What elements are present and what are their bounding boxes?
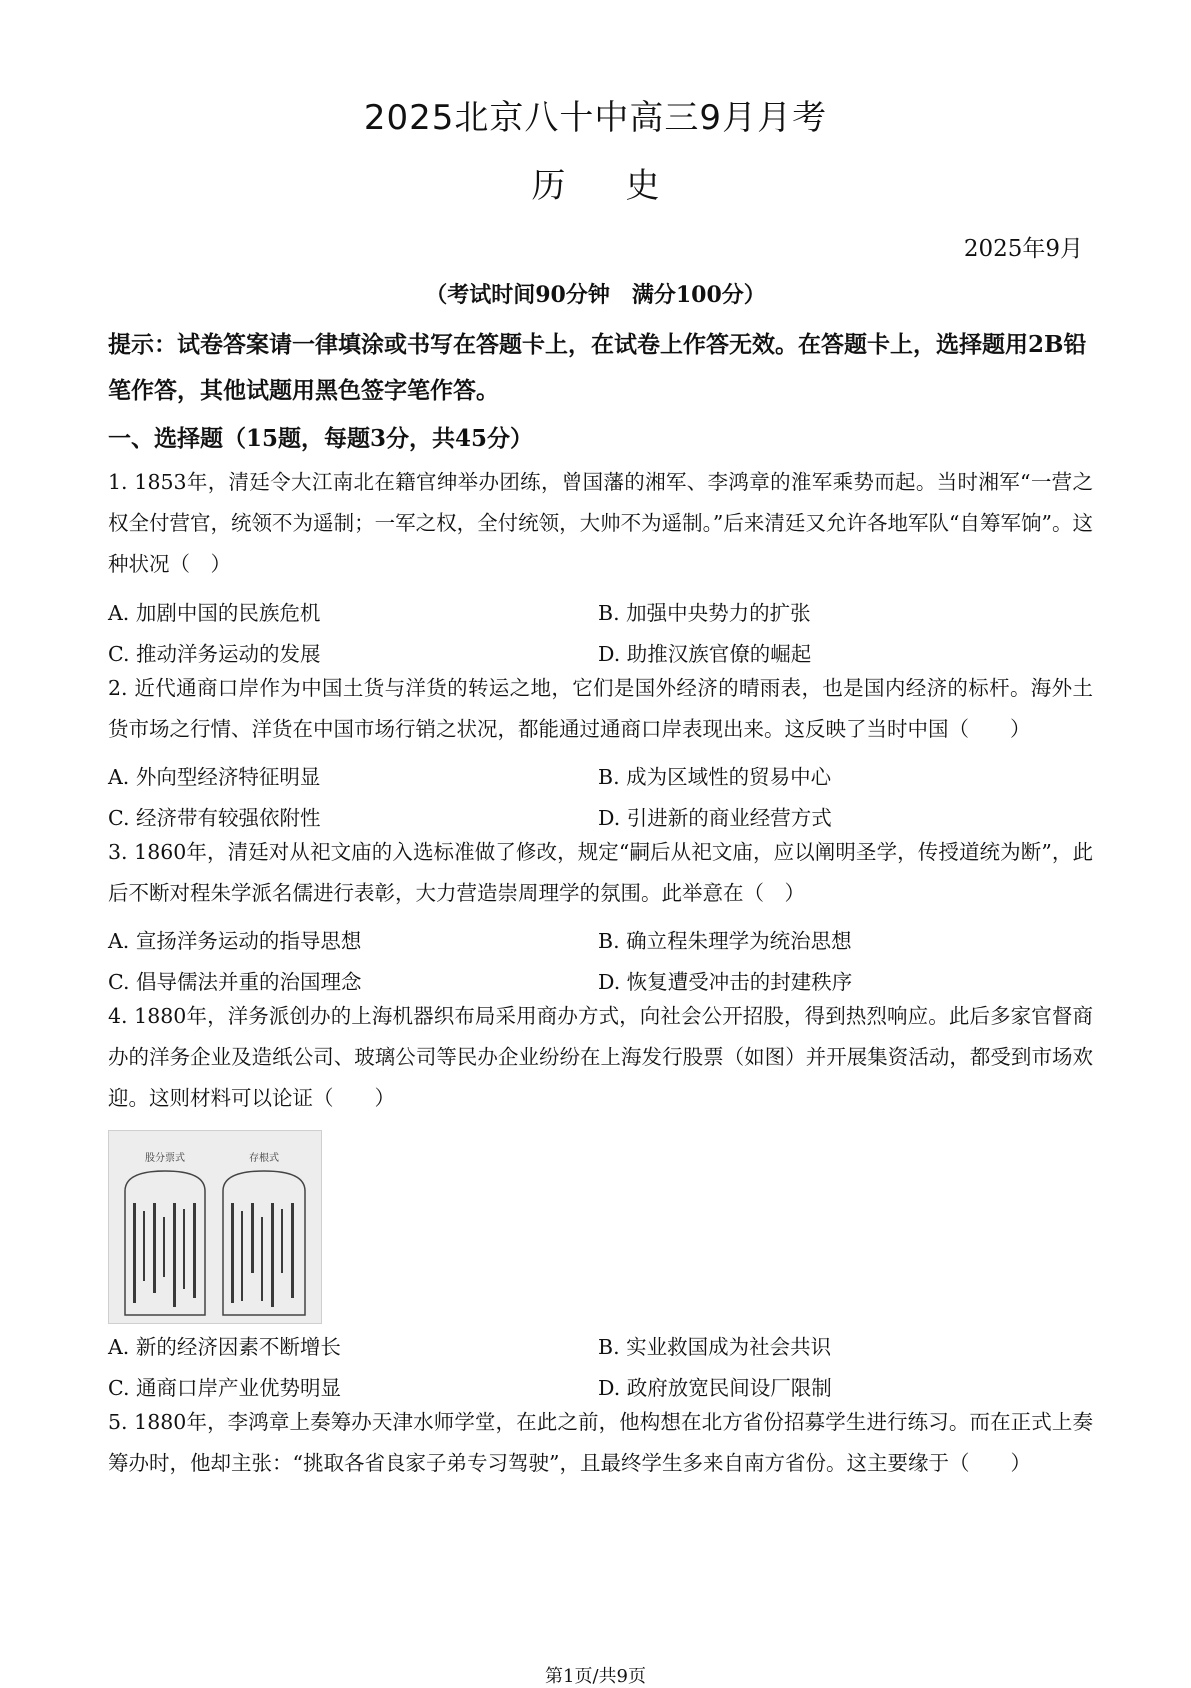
section-heading: 一、选择题（15题，每题3分，共45分） [108, 425, 534, 452]
question-3-stem: 3. 1860年，清廷对从祀文庙的入选标准做了修改，规定“嗣后从祀文庙，应以阐明圣学，传授道统为断”，此后不断对程朱学派名儒进行表彰，大力营造崇周理学的氛围。此举意在（ ） [108, 840, 1093, 905]
subject-title: 历史 [531, 166, 720, 206]
stock-certificate-illustration [109, 1131, 321, 1323]
question-2-option-c: C. 经济带有较强依附性 [108, 806, 321, 830]
question-1-option-b: B. 加强中央势力的扩张 [598, 601, 811, 625]
question-4-option-a: A. 新的经济因素不断增长 [108, 1335, 341, 1359]
exam-notice: 提示：试卷答案请一律填涂或书写在答题卡上，在试卷上作答无效。在答题卡上，选择题用2B铅笔作答，其他试题用黑色签字笔作答。 [108, 331, 1087, 404]
question-3-option-c: C. 倡导儒法并重的治国理念 [108, 970, 362, 994]
question-2-option-b: B. 成为区域性的贸易中心 [598, 765, 832, 789]
page-number: 第1页/共9页 [545, 1666, 646, 1687]
question-4-option-c: C. 通商口岸产业优势明显 [108, 1376, 341, 1400]
question-2-option-d: D. 引进新的商业经营方式 [598, 806, 832, 830]
question-1-option-d: D. 助推汉族官僚的崛起 [598, 642, 812, 666]
figure-left-heading: 股分票式 [145, 1153, 185, 1164]
question-5-stem: 5. 1880年，李鸿章上奏筹办天津水师学堂，在此之前，他构想在北方省份招募学生进行练习。而在正式上奏筹办时，他却主张：“挑取各省良家子弟专习驾驶”，且最终学生多来自南方省份。这主要缘于（ ） [108, 1410, 1093, 1475]
question-3-option-b: B. 确立程朱理学为统治思想 [598, 929, 852, 953]
stock-certificate-image [108, 1130, 322, 1324]
figure-right-heading: 存根式 [249, 1153, 279, 1164]
exam-date: 2025年9月 [963, 236, 1083, 262]
question-1-stem: 1. 1853年，清廷令大江南北在籍官绅举办团练，曾国藩的湘军、李鸿章的淮军乘势而起。当时湘军“一营之权全付营官，统领不为遥制；一军之权，全付统领，大帅不为遥制。”后来清廷又允许各地军队“自筹军饷”。这种状况（ ） [108, 470, 1093, 576]
question-1-option-c: C. 推动洋务运动的发展 [108, 642, 321, 666]
question-4-option-b: B. 实业救国成为社会共识 [598, 1335, 832, 1359]
question-2-option-a: A. 外向型经济特征明显 [108, 765, 321, 789]
question-1-option-a: A. 加剧中国的民族危机 [108, 601, 321, 625]
exam-title: 2025北京八十中高三9月月考 [363, 98, 828, 138]
question-3-option-d: D. 恢复遭受冲击的封建秩序 [598, 970, 853, 994]
question-3-option-a: A. 宣扬洋务运动的指导思想 [108, 929, 362, 953]
question-2-stem: 2. 近代通商口岸作为中国土货与洋货的转运之地，它们是国外经济的晴雨表，也是国内经济的标杆。海外土货市场之行情、洋货在中国市场行销之状况，都能通过通商口岸表现出来。这反映了当时中国（ ） [108, 676, 1093, 741]
exam-info: （考试时间90分钟 满分100分） [425, 282, 766, 308]
question-4-stem: 4. 1880年，洋务派创办的上海机器织布局采用商办方式，向社会公开招股，得到热烈响应。此后多家官督商办的洋务企业及造纸公司、玻璃公司等民办企业纷纷在上海发行股票（如图）并开展集资活动，都受到市场欢迎。这则材料可以论证（ ） [108, 1004, 1093, 1110]
question-4-option-d: D. 政府放宽民间设厂限制 [598, 1376, 832, 1400]
